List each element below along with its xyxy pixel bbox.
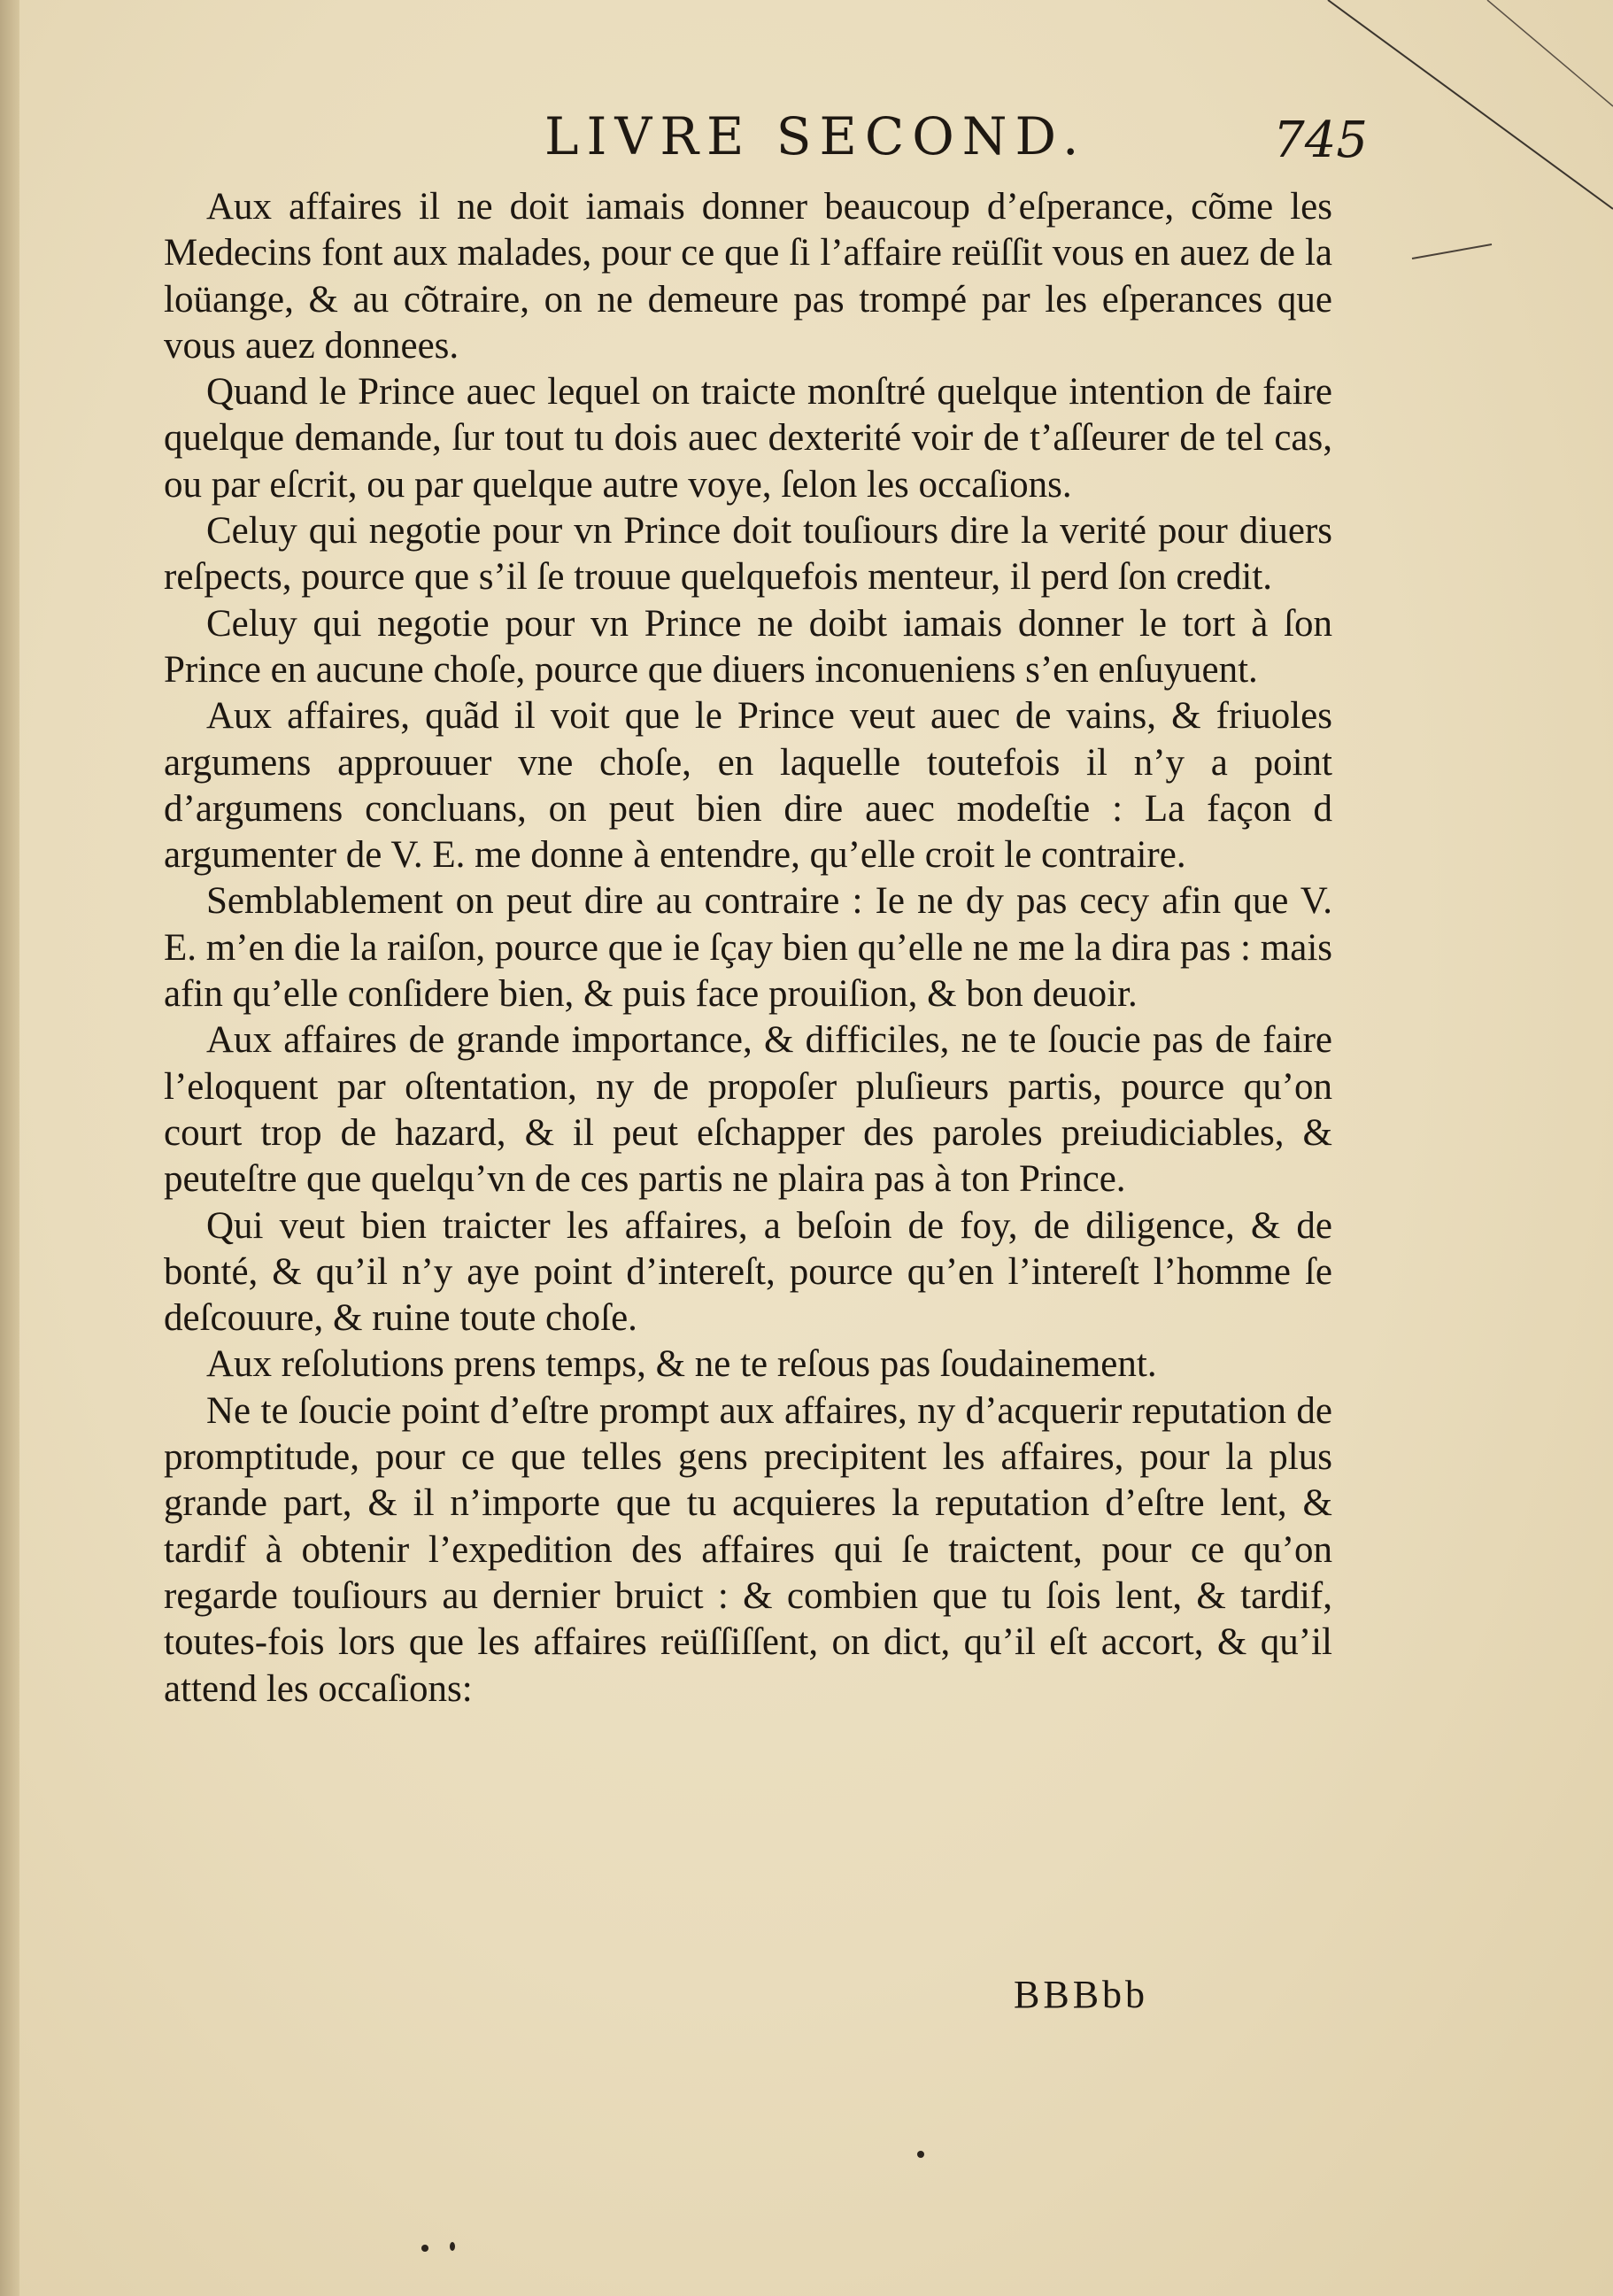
paragraph: Aux affaires de grande importance, & difficiles, ne te ſoucie pas de faire l’eloquent par oſtentation, ny de propoſer pluſieurs partis, pource qu’on court trop de hazard, & il peut eſchapper des paroles preiudiciables, & peuteſtre que quelqu’vn de ces partis ne plaira pas à ton Prince. bbox=[164, 1019, 1332, 1201]
ink-speck bbox=[450, 2242, 455, 2251]
running-title: LIVRE SECOND. bbox=[544, 106, 1087, 166]
paragraph: Celuy qui negotie pour vn Prince doit touſiours dire la verité pour diuers reſpects, pource que s’il ſe trouue quelquefois menteur, il perd ſon credit. bbox=[164, 510, 1332, 599]
paragraph: Qui veut bien traicter les affaires, a beſoin de foy, de diligence, & de bonté, & qu’il n’y aye point d’intereſt, pource qu’en l’intereſt l’homme ſe deſcouure, & ruine toute choſe. bbox=[164, 1204, 1332, 1340]
body-text bbox=[164, 184, 1332, 1712]
ink-speck bbox=[917, 2151, 924, 2158]
signature-mark: BBBbb bbox=[1014, 1973, 1149, 2016]
paragraph: Celuy qui negotie pour vn Prince ne doibt iamais donner le tort à ſon Prince en aucune choſe, pource que diuers inconueniens s’en enſuyuent. bbox=[164, 602, 1332, 691]
paragraph: Semblablement on peut dire au contraire : Ie ne dy pas cecy afin que V. E. m’en die la raiſon, pource que ie ſçay bien qu’elle ne me la dira pas : mais afin qu’elle conſidere bien, & puis face prouiſion, & bon deuoir. bbox=[164, 880, 1332, 1016]
paragraph: Aux reſolutions prens temps, & ne te reſous pas ſoudainement. bbox=[206, 1343, 1157, 1386]
paragraph: Quand le Prince auec lequel on traicte monſtré quelque intention de faire quelque demande, ſur tout tu dois auec dexterité voir de t’aſſeurer de tel cas, ou par eſcrit, ou par quelque autre voye, ſelon les occaſions. bbox=[164, 371, 1332, 506]
page-number: 745 bbox=[1273, 112, 1368, 169]
paragraph: Aux affaires il ne doit iamais donner beaucoup d’eſperance, cõme les Medecins font aux malades, pour ce que ſi l’affaire reüſſit vous en auez de la loüange, & au cõtraire, on ne demeure pas trompé par les eſperances que vous auez donnees. bbox=[164, 186, 1332, 367]
page-header bbox=[164, 99, 1368, 179]
paragraph: Ne te ſoucie point d’eſtre prompt aux affaires, ny d’acquerir reputation de promptitude, pour ce que telles gens precipitent les affaires, pour la plus grande part, & il n’importe que tu acquieres la reputation d’eſtre lent, & tardif à obtenir l’expedition des affaires qui ſe traictent, pour ce qu’on regarde touſiours au dernier bruict : & combien que tu ſois lent, & tardif, toutes-fois lors que les affaires reüſſiſſent, on dict, qu’il eſt accort, & qu’il attend les occaſions: bbox=[164, 1389, 1332, 1710]
ink-speck bbox=[421, 2245, 428, 2252]
paragraph: Aux affaires, quãd il voit que le Prince veut auec de vains, & friuoles argumens approuuer vne choſe, en laquelle toutefois il n’y a point d’argumens concluans, on peut bien dire auec modeſtie : La façon d argumenter de V. E. me donne à entendre, qu’elle croit le contraire. bbox=[164, 695, 1332, 877]
